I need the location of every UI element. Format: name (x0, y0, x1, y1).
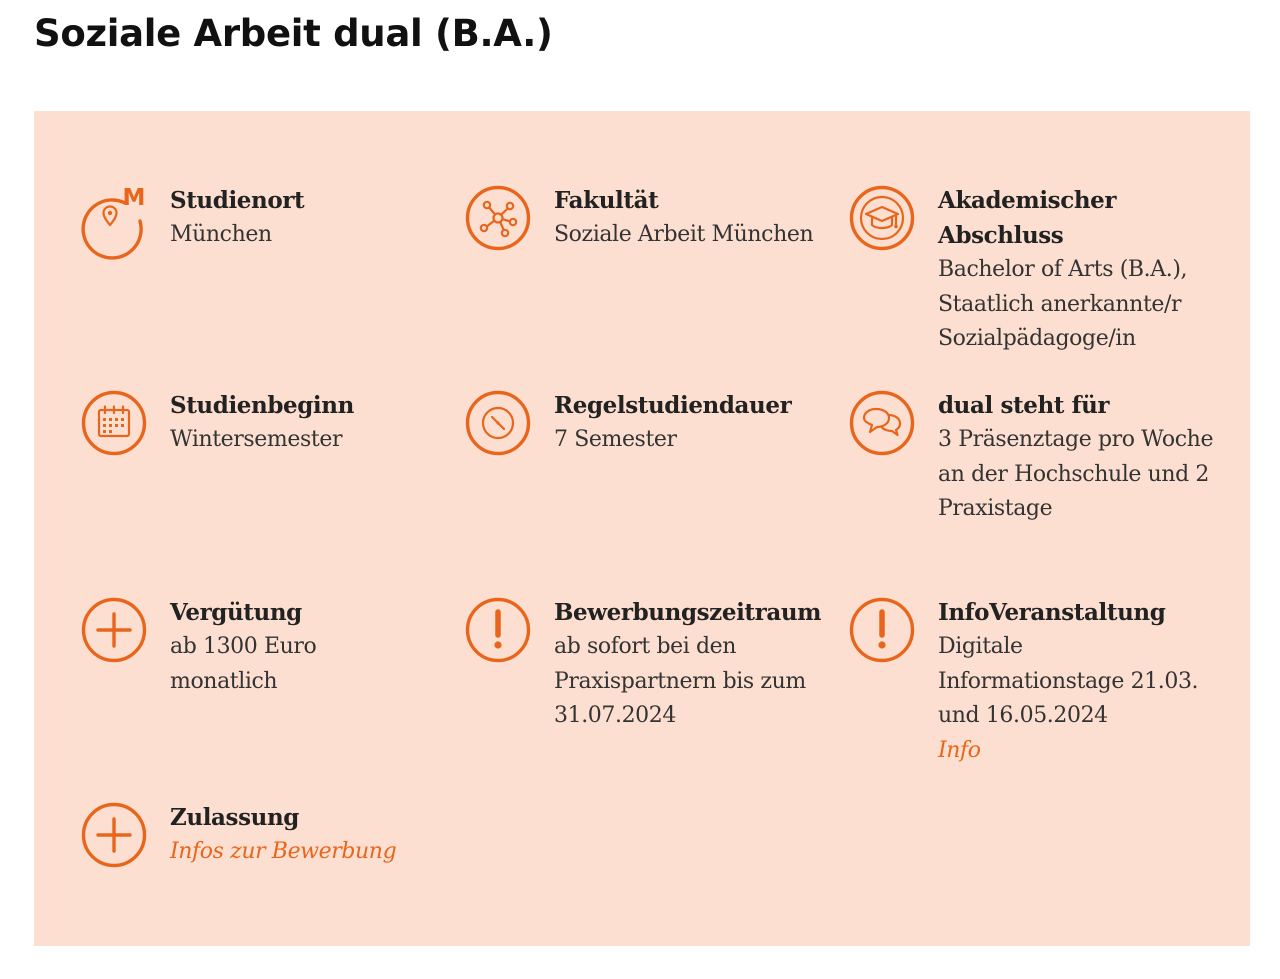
fact-label: dual steht für (938, 392, 1110, 419)
graduation-cap-icon (849, 185, 915, 251)
fact-value: 7 Semester (554, 427, 677, 452)
fact-label: Regelstudiendauer (554, 392, 792, 419)
fact-value: 3 Präsenztage pro Woche an der Hochschule und 2 Praxistage (938, 427, 1214, 521)
location-munich-icon (81, 185, 147, 251)
page-title: Soziale Arbeit dual (B.A.) (34, 12, 553, 55)
svg-text:M: M (122, 185, 146, 211)
fact-label: Vergütung (170, 599, 302, 626)
fact-value: München (170, 222, 272, 247)
fact-value: ab 1300 Euro monatlich (170, 634, 317, 694)
fact-label: Studienort (170, 187, 305, 214)
compass-icon (465, 390, 531, 456)
fact-label: Akademischer Abschluss (938, 187, 1117, 249)
plus-icon (81, 597, 147, 663)
fact-label: Zulassung (170, 804, 299, 831)
info-link[interactable]: Info (938, 737, 981, 763)
fact-label: Studienbeginn (170, 392, 354, 419)
fact-value: Soziale Arbeit München (554, 222, 814, 247)
fact-value: Bachelor of Arts (B.A.), Staatlich anerkannte/r Sozialpädagoge/in (938, 257, 1188, 351)
study-facts-panel (34, 111, 1250, 946)
fact-value: Wintersemester (170, 427, 343, 452)
fact-value: Digitale Informationstage 21.03. und 16.05.2024 (938, 634, 1199, 728)
network-icon (465, 185, 531, 251)
exclamation-icon (849, 597, 915, 663)
calendar-icon (81, 390, 147, 456)
bewerbung-info-link[interactable]: Infos zur Bewerbung (170, 839, 397, 864)
chat-bubbles-icon (849, 390, 915, 456)
plus-icon (81, 802, 147, 868)
fact-label: Bewerbungszeitraum (554, 599, 822, 626)
fact-label: InfoVeranstaltung (938, 599, 1166, 626)
exclamation-icon (465, 597, 531, 663)
fact-label: Fakultät (554, 187, 659, 214)
fact-value: ab sofort bei den Praxispartnern bis zum 31.07.2024 (554, 634, 806, 728)
